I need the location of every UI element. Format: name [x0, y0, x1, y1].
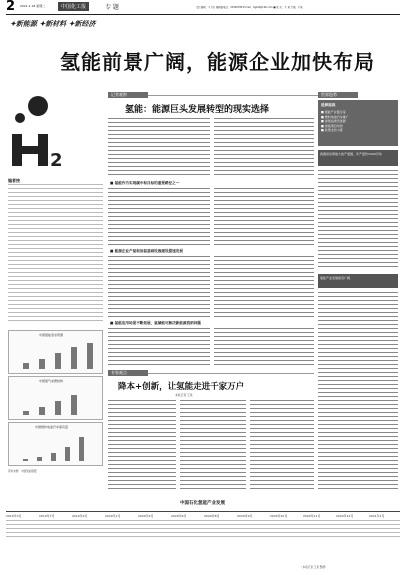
chart-3-plot [19, 433, 97, 463]
expert-top-rule [148, 373, 314, 374]
main-body-4b [214, 328, 314, 366]
expert-column-tag: 专家观点 [108, 370, 148, 376]
chart-1-bar [55, 353, 61, 369]
timeline-date: 2020年4月 [138, 514, 154, 518]
expert-byline: 本报记者 王某 [175, 393, 193, 397]
right-highlight-1 [318, 150, 398, 166]
paper-name: 中国化工报 [58, 2, 89, 11]
tagline-item: 新能源 [15, 19, 37, 28]
chart-2 [8, 376, 103, 420]
timeline [6, 514, 400, 562]
right-highlight-2-text: 氢能产业发展前景广阔 [320, 276, 351, 280]
main-body-2b [214, 188, 314, 246]
timeline-item [105, 514, 139, 540]
timeline-date: 2019年3月 [6, 514, 22, 518]
timeline-item [171, 514, 205, 540]
main-headline: 氢能：能源巨头发展转型的现实选择 [125, 105, 270, 115]
timeline-date: 2020年12月 [336, 514, 354, 518]
chart-2-plot [19, 387, 97, 417]
page-header [0, 0, 405, 14]
main-body-2a [108, 188, 210, 246]
timeline-rule [6, 511, 400, 512]
timeline-date: 2020年8月 [204, 514, 220, 518]
tagline-item: 新材料 [45, 19, 67, 28]
timeline-date: 2020年11月 [303, 514, 321, 518]
main-right-tag: 世界趋势 [318, 92, 358, 98]
main-body-3b [214, 256, 314, 318]
timeline-title: 中国石化氢能产业发展 [180, 501, 225, 506]
timeline-date: 2019年7月 [39, 514, 55, 518]
main-body-3a [108, 256, 210, 318]
right-highlight-2 [318, 274, 398, 288]
chart-1-title: 中国氢能需求预测 [39, 333, 64, 337]
section-name: 专 题 [105, 4, 119, 11]
timeline-item [303, 514, 337, 540]
tagline-mark-1: ✦ [10, 19, 16, 28]
issue-date: 2021.1.18 星期二 [20, 4, 46, 8]
chart-3-title: 中国燃料电池汽车保有量 [35, 425, 69, 429]
timeline-text [105, 520, 139, 540]
chart-3 [8, 422, 103, 466]
right-box-item: ■ 氢能产业链全景 [321, 110, 346, 114]
right-box-item: ■ 绿氢项目布局 [321, 123, 343, 128]
right-box [318, 100, 398, 146]
right-highlight-1-text: 我国是世界最大的产氢国，年产量约3300万吨 [320, 152, 382, 156]
side-note-heading: 编者按 [8, 178, 20, 183]
timeline-item [336, 514, 370, 540]
timeline-item [138, 514, 172, 540]
main-subhead-1: ■ 氢能作为实现碳中和目标的重要路径之一 [110, 181, 180, 185]
main-column-tag: 记者观察 [108, 92, 148, 98]
expert-body-a [108, 400, 176, 492]
h2-logo-graphic [8, 92, 78, 172]
chart-2-title: 中国氢气来源结构 [39, 379, 64, 383]
right-box-item: ■ 政策支持力度 [321, 128, 343, 132]
main-body-1a [108, 118, 210, 178]
h2-logo [8, 92, 78, 172]
right-box-item: ■ 燃料电池汽车推广 [321, 114, 349, 119]
expert-body-b [180, 400, 246, 492]
chart-2-bar [71, 395, 77, 415]
right-body-2 [318, 292, 398, 492]
timeline-item [270, 514, 304, 540]
timeline-text [171, 520, 205, 540]
timeline-date: 2021年1月 [369, 514, 385, 518]
chart-1-bar [39, 359, 45, 369]
expert-headline: 降本+创新，让氢能走进千家万户 [118, 382, 245, 392]
chart-1 [8, 330, 103, 374]
svg-text:2: 2 [50, 150, 63, 171]
timeline-item [72, 514, 106, 540]
timeline-text [72, 520, 106, 540]
tagline-mark-2: ✦ [39, 19, 46, 28]
right-body-1 [318, 170, 398, 270]
tagline-item: 新经济 [74, 19, 96, 28]
timeline-text [237, 520, 271, 540]
timeline-text [204, 520, 238, 540]
chart-2-bar [23, 411, 29, 415]
timeline-date: 2020年10月 [270, 514, 288, 518]
expert-body-c [250, 400, 314, 492]
timeline-text [39, 520, 73, 540]
chart-2-bar [39, 407, 45, 415]
chart-3-bar [79, 437, 84, 461]
timeline-date: 2020年1月 [105, 514, 121, 518]
chart-1-bar [87, 343, 93, 369]
chart-3-bar [65, 447, 70, 461]
timeline-item [204, 514, 238, 540]
timeline-item [237, 514, 271, 540]
timeline-text [6, 520, 40, 540]
main-body-4a [108, 328, 210, 366]
right-box-item: ■ 加氢站建设进展 [321, 119, 346, 123]
main-subhead-3: ■ 氢能应用场景不断拓展，氢储能可解决新能源消纳问题 [110, 321, 201, 325]
chart-1-plot [19, 341, 97, 371]
chart-1-bar [71, 347, 77, 369]
chart-3-bar [51, 453, 56, 461]
chart-1-bar [23, 363, 29, 369]
tagline-mark-3: ✦ [68, 19, 75, 28]
timeline-date: 2020年9月 [237, 514, 253, 518]
timeline-text [270, 520, 304, 540]
timeline-text [369, 520, 400, 540]
timeline-item [39, 514, 73, 540]
timeline-text [138, 520, 172, 540]
side-note-text [8, 184, 103, 324]
main-top-rule [148, 95, 318, 96]
timeline-text [336, 520, 370, 540]
header-rule [6, 14, 400, 15]
timeline-date: 2020年6月 [171, 514, 187, 518]
timeline-item [369, 514, 400, 540]
timeline-text [303, 520, 337, 540]
right-box-title: 延伸阅读 [321, 103, 336, 107]
chart-3-bar [37, 457, 42, 461]
timeline-footer: （本报记者 王某 整理） [300, 566, 328, 569]
tagline [10, 19, 96, 29]
main-subhead-2: ■ 能源企业产氢和加氢基础设施建设提速发展 [110, 249, 183, 253]
editor-info: 责任编辑：王卫东 编辑部电话：23456789 E-mail：hgbzt@126.com ■ 版 式：王 某 美编：王某 [196, 6, 303, 9]
page-number: 2 [6, 0, 16, 14]
chart-caption: 资料来源：中国氢能联盟 [8, 470, 37, 473]
main-body-1b [214, 118, 314, 178]
timeline-item [6, 514, 40, 540]
timeline-date: 2019年9月 [72, 514, 88, 518]
chart-2-bar [55, 401, 61, 415]
chart-3-bar [23, 459, 28, 461]
banner-title: 氢能前景广阔，能源企业加快布局 [60, 50, 375, 74]
